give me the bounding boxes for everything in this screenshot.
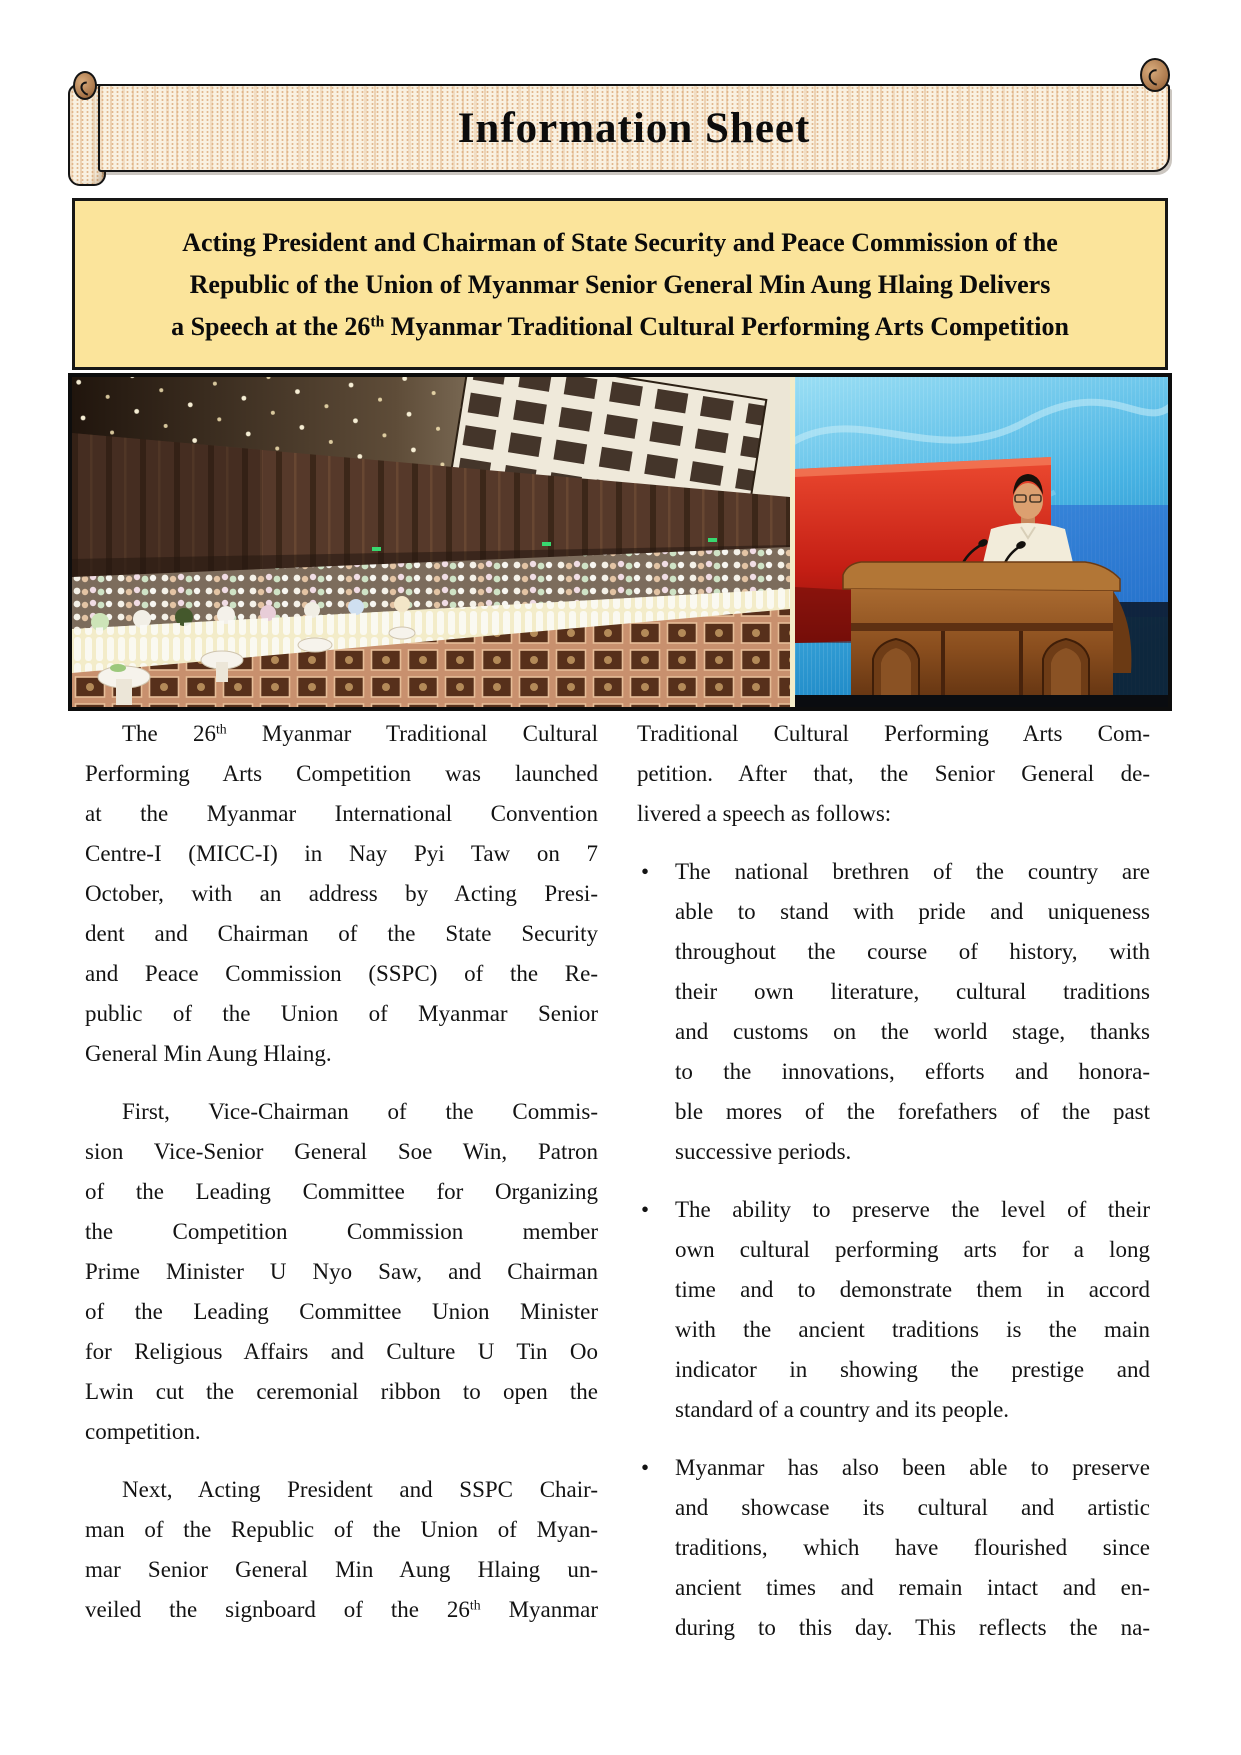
article-left-column	[85, 714, 598, 1630]
headline-line: a Speech at the 26th Myanmar Traditional Cultural Performing Arts Competition	[171, 312, 1069, 341]
scroll-left-curl-icon	[73, 71, 97, 100]
bullet-item: • The national brethren of the country are able to stand with pride and uniqueness throughout the course of history, with their own literature, cultural traditions and customs on the world stage, thanks to the innovations, efforts and honora- ble mores of the forefathers of the past successive periods.	[637, 852, 1150, 1172]
paragraph: The 26th Myanmar Traditional Cultural Performing Arts Competition was launched at the Myanmar International Convention Centre-I (MICC-I) in Nay Pyi Taw on 7 October, with an address by Acting Presi- dent and Chairman of the State Security and Peace Commission (SSPC) of the Re- public of the Union of Myanmar Senior General Min Aung Hlaing.	[85, 721, 598, 1066]
article-body	[85, 714, 1150, 1674]
speaker-photo	[795, 377, 1168, 707]
paragraph: Next, Acting President and SSPC Chair- man of the Republic of the Union of Myan- mar Senior General Min Aung Hlaing un- veiled the signboard of the 26th Myanmar	[85, 1477, 598, 1622]
scroll-right-curl-icon	[1140, 58, 1170, 92]
scroll-banner	[66, 58, 1174, 188]
photo-strip	[68, 373, 1172, 711]
podium	[843, 562, 1131, 707]
bullet-item: • The ability to preserve the level of their own cultural performing arts for a long time and to demonstrate them in accord with the ancient traditions is the main indicator in showing the prestige and standard of a country and its people.	[637, 1190, 1150, 1430]
bullet-icon: •	[641, 1197, 650, 1222]
article-right-column	[637, 714, 1150, 1648]
headline-box	[72, 198, 1168, 370]
bullet-icon: •	[641, 859, 650, 884]
page-title: Information Sheet	[457, 104, 811, 152]
bullet-icon: •	[641, 1455, 650, 1480]
scroll-body	[98, 84, 1170, 172]
headline-line: Acting President and Chairman of State Security and Peace Commission of the	[182, 228, 1058, 257]
paragraph: First, Vice-Chairman of the Commis- sion Vice-Senior General Soe Win, Patron of the Leading Committee for Organizing the Competition Commission member Prime Minister U Nyo Saw, and Chairman of the Leading Committee Union Minister for Religious Affairs and Culture U Tin Oo Lwin cut the ceremonial ribbon to open the competition.	[85, 1099, 598, 1444]
headline-line: Republic of the Union of Myanmar Senior General Min Aung Hlaing Delivers	[189, 270, 1051, 299]
paragraph: Traditional Cultural Performing Arts Com- petition. After that, the Senior General de- livered a speech as follows:	[637, 721, 1150, 826]
audience-photo	[72, 377, 790, 707]
bullet-item: • Myanmar has also been able to preserve and showcase its cultural and artistic traditions, which have flourished since ancient times and remain intact and en- during to this day. This reflects the na-	[637, 1448, 1150, 1648]
